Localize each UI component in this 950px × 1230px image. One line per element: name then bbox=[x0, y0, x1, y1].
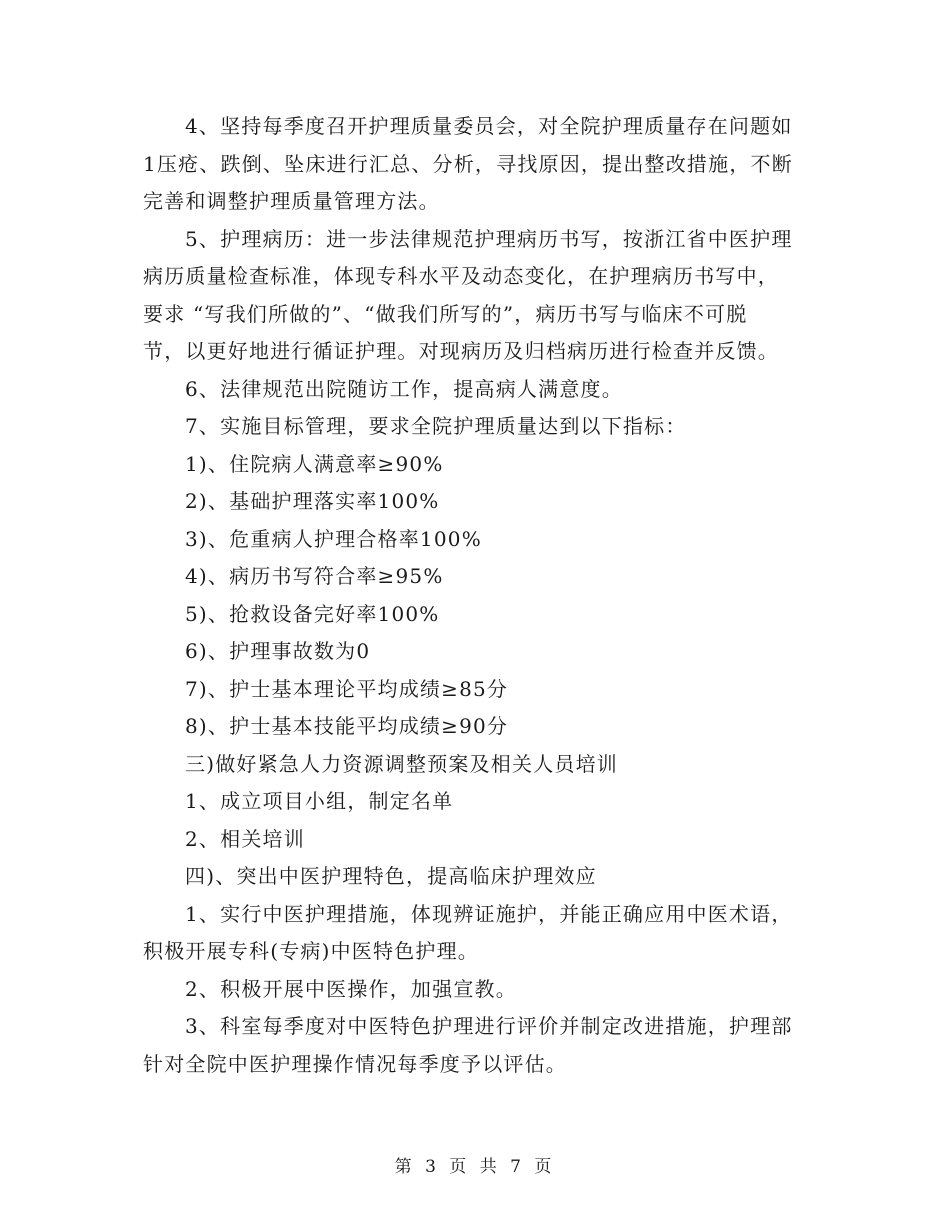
text-line: 3、科室每季度对中医特色护理进行评价并制定改进措施，护理部 bbox=[185, 1014, 793, 1038]
text-line: 3)、危重病人护理合格率100% bbox=[185, 526, 482, 551]
text-line: 4、坚持每季度召开护理质量委员会，对全院护理质量存在问题如 bbox=[185, 114, 793, 138]
text-line: 6、法律规范出院随访工作，提高病人满意度。 bbox=[185, 376, 623, 401]
text-line: 1)、住院病人满意率≥90% bbox=[185, 451, 444, 476]
text-line: 积极开展专科(专病)中医特色护理。 bbox=[143, 939, 480, 963]
text-line: 1压疮、跌倒、坠床进行汇总、分析，寻找原因，提出整改措施，不断 bbox=[143, 151, 793, 176]
page-footer: 第 3 页 共 7 页 bbox=[394, 1157, 556, 1177]
text-line: 7)、护士基本理论平均成绩≥85分 bbox=[185, 676, 509, 701]
text-line: 5、护理病历：进一步法律规范护理病历书写，按浙江省中医护理 bbox=[185, 226, 793, 251]
text-line: 2、相关培训 bbox=[185, 826, 305, 851]
text-line: 8)、护士基本技能平均成绩≥90分 bbox=[185, 714, 509, 738]
text-line: 三)做好紧急人力资源调整预案及相关人员培训 bbox=[185, 751, 619, 776]
text-line: 4)、病历书写符合率≥95% bbox=[185, 564, 444, 588]
text-line: 5)、抢救设备完好率100% bbox=[185, 601, 440, 626]
text-line: 病历质量检查标准，体现专科水平及动态变化，在护理病历书写中， bbox=[143, 264, 779, 288]
text-line: 1、成立项目小组，制定名单 bbox=[185, 789, 454, 813]
text-line: 四)、突出中医护理特色，提高临床护理效应 bbox=[185, 864, 597, 888]
text-line: 2、积极开展中医操作，加强宣教。 bbox=[185, 976, 517, 1001]
text-line: 要求 “写我们所做的”、“做我们所写的”，病历书写与临床不可脱 bbox=[143, 301, 748, 326]
text-line: 节，以更好地进行循证护理。对现病历及归档病历进行检查并反馈。 bbox=[143, 339, 779, 363]
text-line: 6)、护理事故数为0 bbox=[185, 639, 371, 663]
text-line: 2)、基础护理落实率100% bbox=[185, 489, 440, 513]
text-line: 1、实行中医护理措施，体现辨证施护，并能正确应用中医术语， bbox=[185, 901, 793, 926]
text-line: 7、实施目标管理，要求全院护理质量达到以下指标： bbox=[185, 414, 687, 438]
text-line: 完善和调整护理质量管理方法。 bbox=[143, 189, 440, 213]
document-body bbox=[143, 108, 808, 1083]
text-line: 针对全院中医护理操作情况每季度予以评估。 bbox=[143, 1051, 567, 1076]
